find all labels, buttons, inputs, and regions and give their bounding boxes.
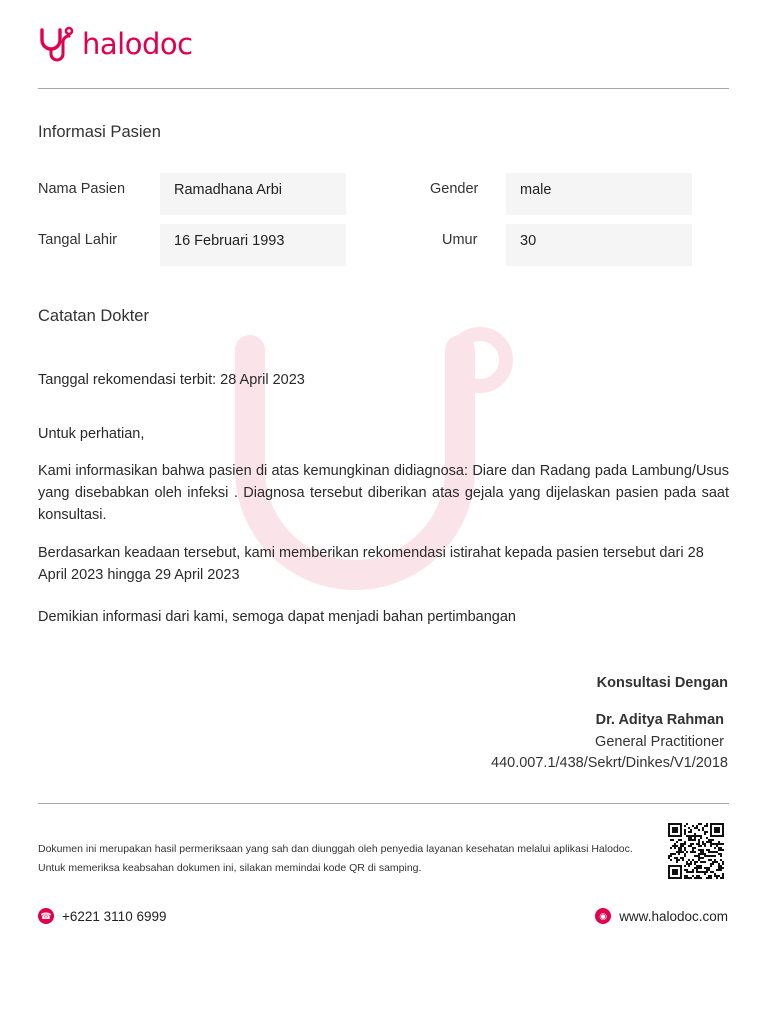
- website-url: www.halodoc.com: [619, 908, 728, 924]
- validity-disclaimer: Dokumen ini merupakan hasil permeriksaan yang sah dan diunggah oleh penyedia layanan kesehatan melalui aplikasi Halodoc. Untuk memeriksa keabsahan dokumen ini, silakan memindai kode QR di samping.: [38, 843, 633, 874]
- salutation: Untuk perhatian,: [38, 426, 145, 442]
- doctor-notes-title: Catatan Dokter: [38, 307, 149, 325]
- patient-section-title: Informasi Pasien: [38, 123, 161, 141]
- verification-qr-code[interactable]: [668, 823, 724, 883]
- dob-value: 16 Februari 1993: [160, 224, 346, 266]
- phone-contact[interactable]: [38, 908, 166, 924]
- age-value: 30: [506, 224, 692, 266]
- doctor-name: Dr. Aditya Rahman: [595, 712, 724, 728]
- phone-number: +6221 3110 6999: [62, 908, 167, 924]
- age-label: Umur: [442, 232, 478, 248]
- phone-icon: ☎: [38, 908, 54, 924]
- header-divider: [38, 88, 729, 89]
- diagnosis-paragraph: Kami informasikan bahwa pasien di atas kemungkinan didiagnosa: Diare dan Radang pada Lambung/Usus yang disebabkan oleh infeksi . Diagnosa tersebut diberikan atas gejala yang dijelaskan pasien pada saat konsultasi.: [38, 463, 729, 523]
- website-contact[interactable]: [595, 908, 728, 924]
- recommendation-date-label: Tanggal rekomendasi terbit:: [38, 372, 217, 388]
- brand-name: halodoc: [82, 26, 193, 61]
- dob-label: Tangal Lahir: [38, 232, 117, 248]
- doctor-title: General Practitioner: [595, 734, 724, 750]
- halodoc-logo: [38, 26, 193, 62]
- doctor-license: 440.007.1/438/Sekrt/Dinkes/V1/2018: [491, 755, 728, 771]
- stethoscope-icon: [38, 26, 76, 62]
- recommendation-date-line: [38, 369, 729, 391]
- closing-paragraph: Demikian informasi dari kami, semoga dapat menjadi bahan pertimbangan: [38, 609, 516, 625]
- rest-recommendation-paragraph: Berdasarkan keadaan tersebut, kami memberikan rekomendasi istirahat kepada pasien tersebut dari 28 April 2023 hingga 29 April 2023: [38, 545, 704, 583]
- footer-divider: [38, 803, 729, 804]
- gender-value: male: [506, 173, 692, 215]
- patient-name-label: Nama Pasien: [38, 181, 126, 197]
- gender-label: Gender: [430, 181, 479, 197]
- recommendation-date-value: 28 April 2023: [220, 372, 305, 388]
- consultation-heading: Konsultasi Dengan: [596, 675, 728, 691]
- patient-name-value: Ramadhana Arbi: [160, 173, 346, 215]
- globe-icon: ◉: [595, 908, 611, 924]
